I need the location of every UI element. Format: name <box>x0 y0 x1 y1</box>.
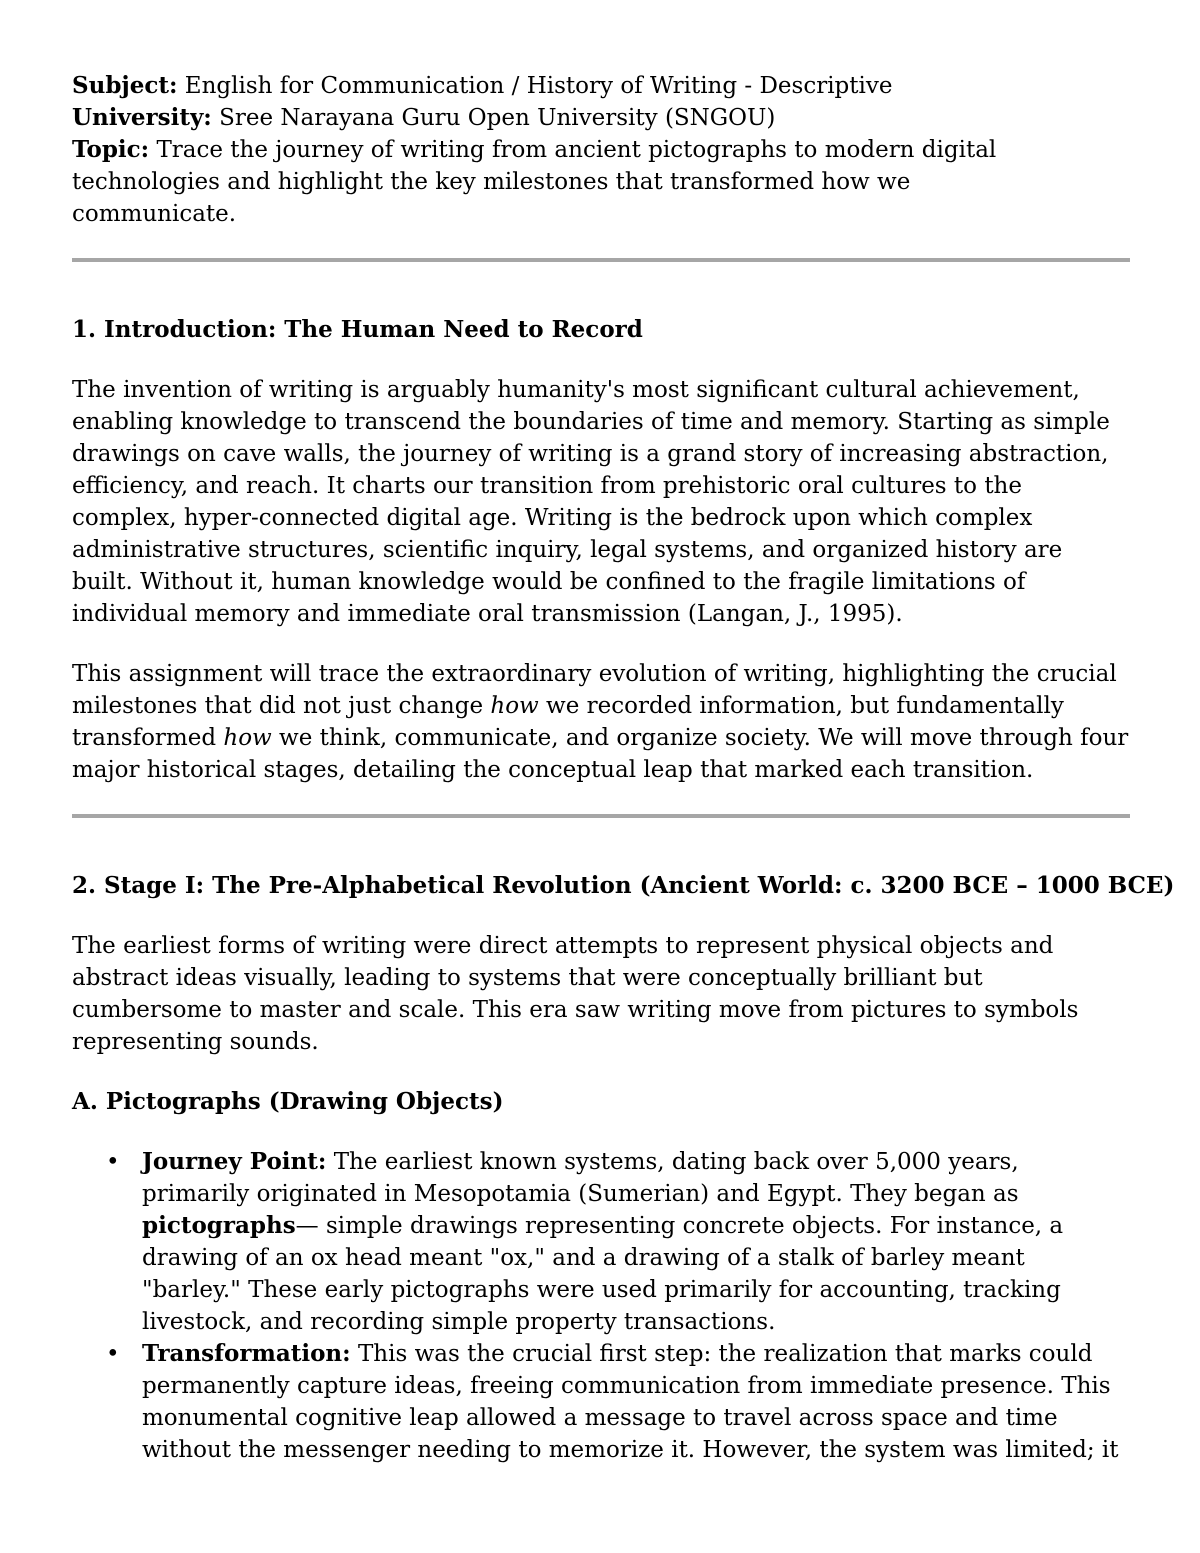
topic-value: Trace the journey of writing from ancient pictographs to modern digital technologies and highlight the key milestones that transformed how we communicate. <box>72 137 997 227</box>
section-heading-introduction: 1. Introduction: The Human Need to Record <box>72 316 643 343</box>
subject-value: English for Communication / History of Writing - Descriptive <box>177 73 893 99</box>
list-item <box>72 1146 1130 1338</box>
university-value: Sree Narayana Guru Open University (SNGOU) <box>211 105 776 131</box>
pictographs-bullet-list <box>72 1146 1130 1466</box>
bullet-text: This was the crucial first step: the realization that marks could permanently capture ideas, freeing communication from immediate presence. This monumental cognitive leap allowed a message to travel across space and time without the messenger needing to memorize it. However, the system was limited; it <box>142 1341 1119 1463</box>
subject-label: Subject: <box>72 72 178 99</box>
divider <box>72 258 1130 262</box>
subheading-pictographs: A. Pictographs (Drawing Objects) <box>72 1088 504 1115</box>
topic-line <box>72 134 1012 230</box>
bullet-icon: • <box>106 1149 120 1175</box>
intro-paragraph-2-part-c: we think, communicate, and organize society. We will move through four major historical stages, detailing the conceptual leap that marked each transition. <box>72 725 1129 783</box>
stage-one-paragraph: The earliest forms of writing were direct attempts to represent physical objects and abstract ideas visually, leading to systems that were conceptually brilliant but cumbersome to master and scale. This era saw writing move from pictures to symbols representing sounds. <box>72 933 1079 1055</box>
intro-paragraph-2-part-a: This assignment will trace the extraordinary evolution of writing, highlighting the crucial milestones that did not just change <box>72 661 1117 719</box>
intro-paragraph-2 <box>72 658 1130 786</box>
bullet-bold-term: pictographs <box>142 1212 296 1239</box>
intro-paragraph-1: The invention of writing is arguably humanity's most significant cultural achievement, enabling knowledge to transcend the boundaries of time and memory. Starting as simple drawings on cave walls, the journey of writing is a grand story of increasing abstraction, efficiency, and reach. It charts our transition from prehistoric oral cultures to the complex, hyper-connected digital age. Writing is the bedrock upon which complex administrative structures, scientific inquiry, legal systems, and organized history are built. Without it, human knowledge would be confined to the fragile limitations of individual memory and immediate oral transmission (Langan, J., 1995). <box>72 377 1110 627</box>
bullet-label: Journey Point: <box>142 1148 327 1175</box>
bullet-text: The earliest known systems, dating back over 5,000 years, primarily originated in Mesopotamia (Sumerian) and Egypt. They began as <box>142 1149 1019 1207</box>
divider <box>72 814 1130 818</box>
bullet-text-continued: — simple drawings representing concrete objects. For instance, a drawing of an ox head meant "ox," and a drawing of a stalk of barley meant "barley." These early pictographs were used primarily for accounting, tracking livestock, and recording simple property transactions. <box>142 1213 1064 1335</box>
topic-label: Topic: <box>72 136 150 163</box>
section-heading-stage-one: 2. Stage I: The Pre-Alphabetical Revolution (Ancient World: c. 3200 BCE – 1000 BCE) <box>72 872 1175 899</box>
document-page <box>72 70 1175 1466</box>
university-line <box>72 102 1130 134</box>
intro-paragraph-2-part-b: we recorded information, but fundamentally transformed <box>72 693 1064 751</box>
bullet-icon: • <box>106 1341 120 1367</box>
intro-emphasis-how-1: how <box>490 693 539 719</box>
subject-line <box>72 70 1130 102</box>
list-item <box>72 1338 1130 1466</box>
intro-emphasis-how-2: how <box>223 725 272 751</box>
bullet-label: Transformation: <box>142 1340 351 1367</box>
university-label: University: <box>72 104 212 131</box>
